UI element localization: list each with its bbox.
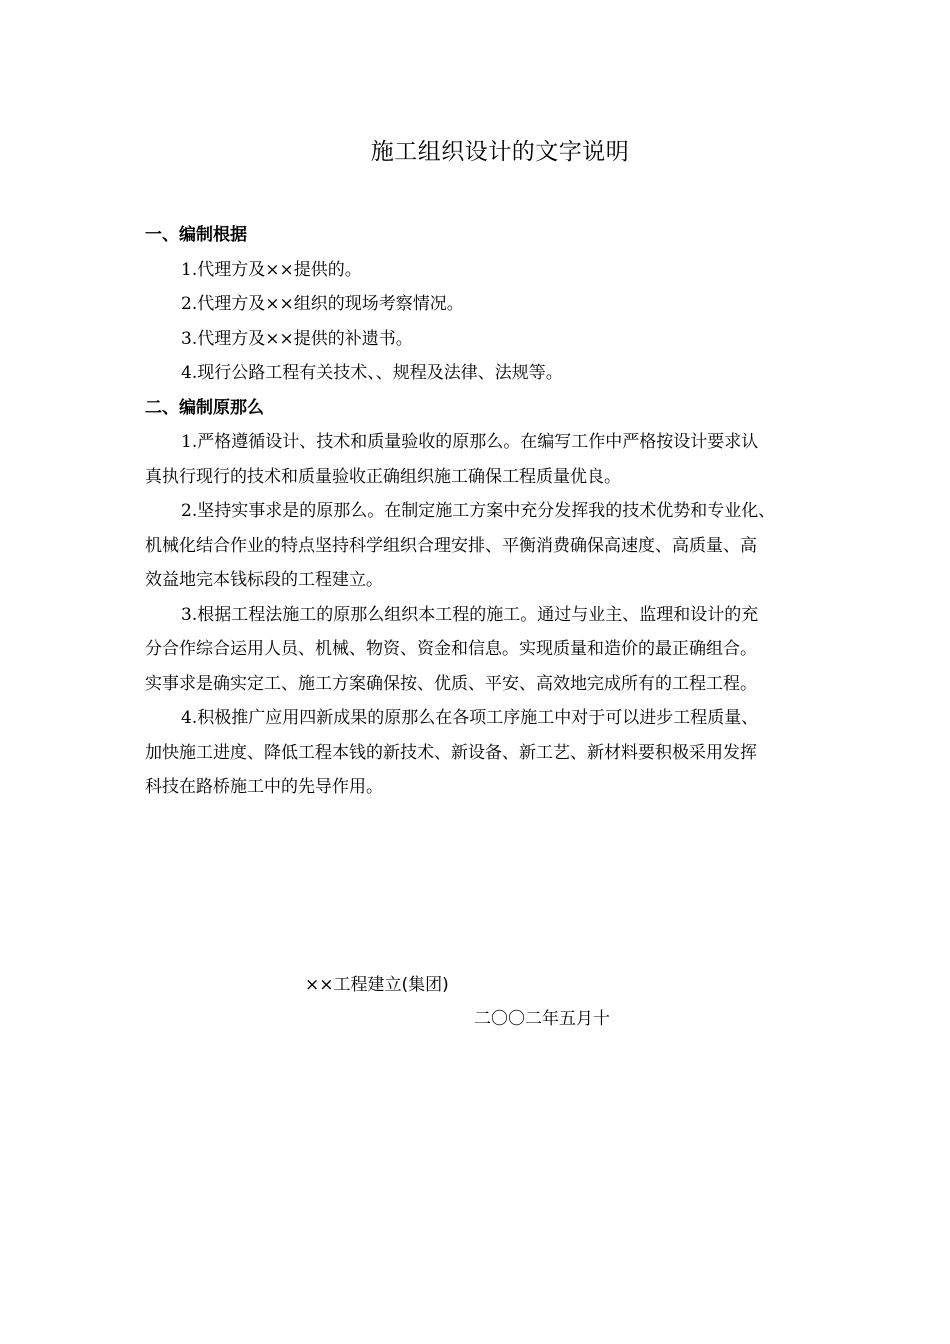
paragraph-line: 1.严格遵循设计、技术和质量验收的原那么。在编写工作中严格按设计要求认 — [181, 432, 759, 452]
paragraph-line: 4.积极推广应用四新成果的原那么在各项工序施工中对于可以进步工程质量、 — [181, 708, 759, 728]
paragraph-line: 真执行现行的技术和质量验收正确组织施工确保工程质量优良。 — [145, 466, 621, 487]
basis-item-3: 3.代理方及××提供的补遗书。 — [181, 328, 413, 349]
principle-paragraph-4 — [145, 701, 865, 805]
paragraph-line: 效益地完本钱标段的工程建立。 — [145, 570, 383, 590]
paragraph-line: 2.坚持实事求是的原那么。在制定施工方案中充分发挥我的技术优势和专业化、 — [181, 501, 776, 521]
paragraph-line: 科技在路桥施工中的先导作用。 — [145, 777, 383, 797]
principle-paragraph-3 — [145, 598, 865, 702]
paragraph-line: 3.根据工程法施工的原那么组织本工程的施工。通过与业主、监理和设计的充 — [181, 604, 759, 625]
principle-paragraph-2 — [145, 494, 865, 598]
document-date: 二〇〇二年五月十 — [474, 1009, 610, 1029]
document-title: 施工组织设计的文字说明 — [370, 139, 630, 165]
signature-organization: ××工程建立(集团) — [305, 975, 449, 995]
paragraph-line: 机械化结合作业的特点坚持科学组织合理安排、平衡消费确保高速度、高质量、高 — [145, 535, 757, 556]
section-heading-basis: 一、编制根据 — [145, 225, 247, 245]
basis-item-4: 4.现行公路工程有关技术、、规程及法律、法规等。 — [181, 363, 563, 383]
principle-paragraph-1 — [145, 425, 865, 494]
basis-item-2: 2.代理方及××组织的现场考察情况。 — [181, 294, 464, 314]
paragraph-line: 加快施工进度、降低工程本钱的新技术、新设备、新工艺、新材料要积极采用发挥 — [145, 742, 757, 763]
basis-item-1: 1.代理方及××提供的。 — [181, 259, 362, 280]
section-heading-principles: 二、编制原那么 — [145, 397, 264, 418]
paragraph-line: 实事求是确实定工、施工方案确保按、优质、平安、高效地完成所有的工程工程。 — [145, 673, 757, 694]
document-body — [145, 218, 865, 805]
paragraph-line: 分合作综合运用人员、机械、物资、资金和信息。实现质量和造价的最正确组合。 — [145, 639, 757, 659]
